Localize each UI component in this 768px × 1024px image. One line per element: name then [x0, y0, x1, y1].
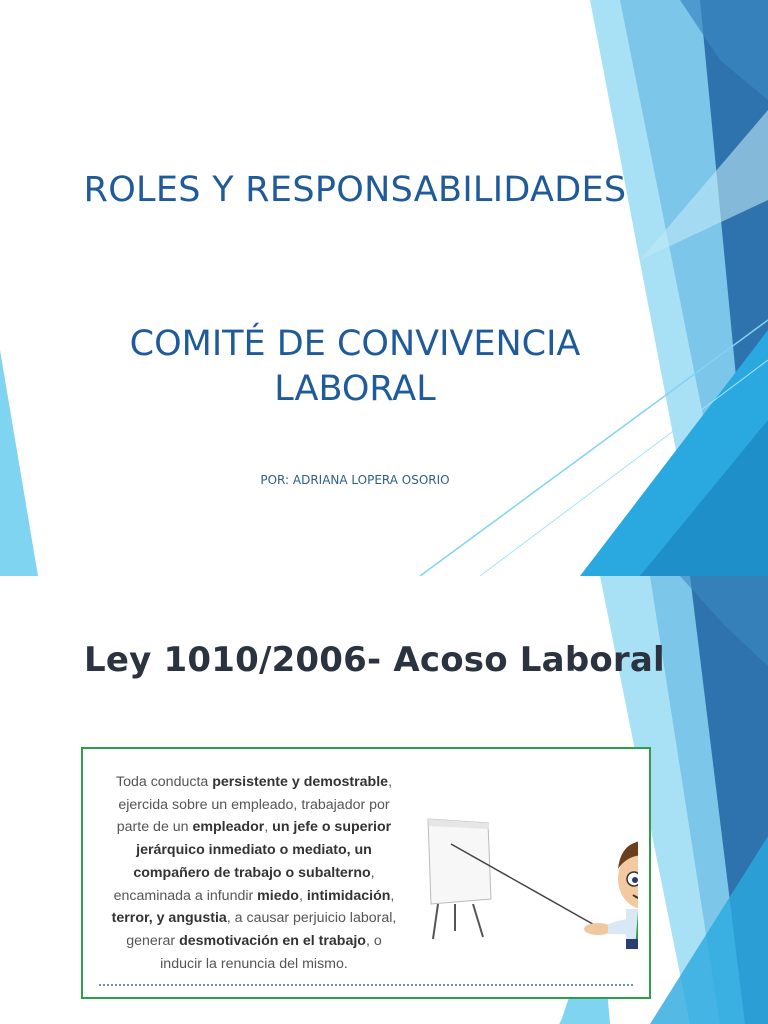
slide-1-author: POR: ADRIANA LOPERA OSORIO: [260, 473, 450, 487]
definition-run: encaminada a infundir: [113, 887, 258, 904]
definition-bold-run: desmotivación en el trabajo: [179, 932, 366, 949]
subtitle-line-2: LABORAL: [274, 369, 436, 409]
definition-bold-run: jerárquico inmediato o mediato, un: [136, 842, 372, 859]
definition-bold-run: un jefe o superior: [272, 819, 392, 836]
definition-run: parte de un: [116, 819, 193, 836]
definition-bold-run: compañero de trabajo o subalterno: [133, 864, 371, 881]
definition-run: ,: [388, 774, 393, 790]
definition-run: ,: [298, 887, 307, 904]
definition-text: [93, 771, 415, 975]
slide-2-heading: Ley 1010/2006- Acoso Laboral: [84, 640, 665, 680]
subtitle-line-1: COMITÉ DE CONVIVENCIA: [129, 324, 581, 364]
definition-run: Toda conducta: [115, 774, 213, 790]
definition-run: , o: [365, 932, 382, 949]
definition-run: ,: [264, 819, 273, 836]
flip-chart-illustration: [428, 819, 491, 939]
definition-run: ,: [390, 887, 395, 904]
definition-bold-run: terror, y angustia: [111, 910, 227, 927]
definition-box: [81, 747, 651, 999]
slide-1-subtitle: [0, 322, 710, 412]
presenter-figure: [584, 841, 638, 949]
definition-bold-run: miedo: [257, 887, 299, 904]
presenter-illustration: [423, 799, 638, 949]
definition-bold-run: empleador: [192, 819, 265, 836]
definition-run: generar: [126, 932, 180, 949]
definition-bold-run: persistente y demostrable: [212, 774, 389, 790]
definition-run: ejercida sobre un empleado, trabajador por: [118, 796, 390, 813]
slide-1-title: ROLES Y RESPONSABILIDADES: [83, 170, 627, 210]
definition-run: ,: [370, 864, 375, 881]
definition-bold-run: intimidación: [306, 887, 391, 904]
dotted-divider: [99, 984, 633, 986]
definition-run: inducir la renuncia del mismo.: [160, 955, 348, 972]
definition-run: , a causar perjuicio laboral,: [226, 910, 397, 927]
